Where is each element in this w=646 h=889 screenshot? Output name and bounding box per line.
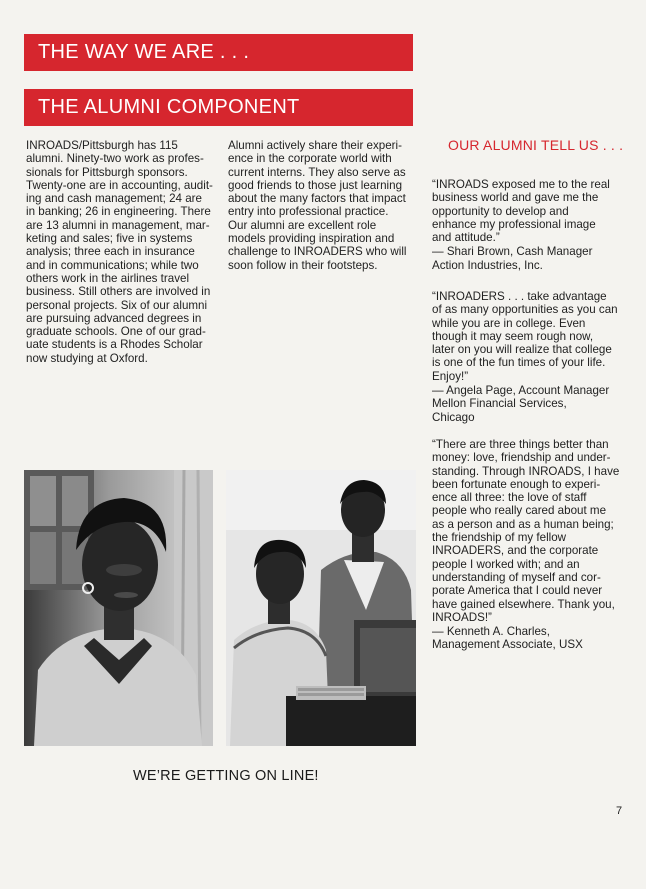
testimonial	[432, 438, 632, 652]
section-banner-title: THE WAY WE ARE . . .	[38, 41, 250, 63]
body-column-1: INROADS/Pittsburgh has 115 alumni. Ninety-two work as profes- sionals for Pittsburgh sponsors. Twenty-one are in accounting, audit- ing and cash management; 24 are in banking; 26 in engineering. There are 13 alumni in management, mar- keting and sales; five in systems analysis; three each in insurance and in communications; while two others work in the airlines travel business. Still others are involved in personal projects. Six of our alumni are pursuing advanced degrees in graduate schools. One of our grad- uate students is a Rhodes Scholar now studying at Oxford.	[26, 139, 213, 365]
photo-alumna-portrait	[24, 470, 213, 746]
testimonial-text: “INROADS exposed me to the real business world and gave me the opportunity to develop and enhance my professional image and attitude.”	[432, 178, 610, 245]
subsection-banner	[24, 89, 413, 126]
testimonial	[432, 290, 632, 424]
testimonial-text: “INROADERS . . . take advantage of as many opportunities as you can while you are in college. Even though it may seem rough now, later on you will realize that college is one of the fun times of your life. Enjoy!”	[432, 290, 618, 383]
testimonial-attribution: — Kenneth A. Charles, Management Associate, USX	[432, 625, 583, 652]
testimonial-text: “There are three things better than money: love, friendship and under- standing. Through INROADS, I have been fortunate enough to experi- ence all three: the love of staff people who really cared about me as a person and as a human being; the friendship of my fellow INROADERS, and the corporate people I worked with; and an understanding of myself and cor- porate America that I could never have gained elsewhere. Thank you, INROADS!”	[432, 438, 620, 624]
testimonials-heading: OUR ALUMNI TELL US . . .	[448, 137, 624, 153]
testimonial-attribution: — Angela Page, Account Manager Mellon Financial Services, Chicago	[432, 384, 610, 424]
testimonial	[432, 178, 632, 272]
photo-students-computer	[226, 470, 416, 746]
photo-caption: WE’RE GETTING ON LINE!	[133, 768, 319, 784]
body-column-2: Alumni actively share their experi- ence in the corporate world with current interns. They also serve as good friends to those just learning about the many factors that impact entry into professional practice. Our alumni are excellent role models providing inspiration and challenge to INROADERS who will soon follow in their footsteps.	[228, 139, 407, 272]
section-banner	[24, 34, 413, 71]
subsection-banner-title: THE ALUMNI COMPONENT	[38, 96, 300, 118]
page-number: 7	[616, 805, 623, 817]
testimonial-attribution: — Shari Brown, Cash Manager Action Industries, Inc.	[432, 245, 593, 272]
